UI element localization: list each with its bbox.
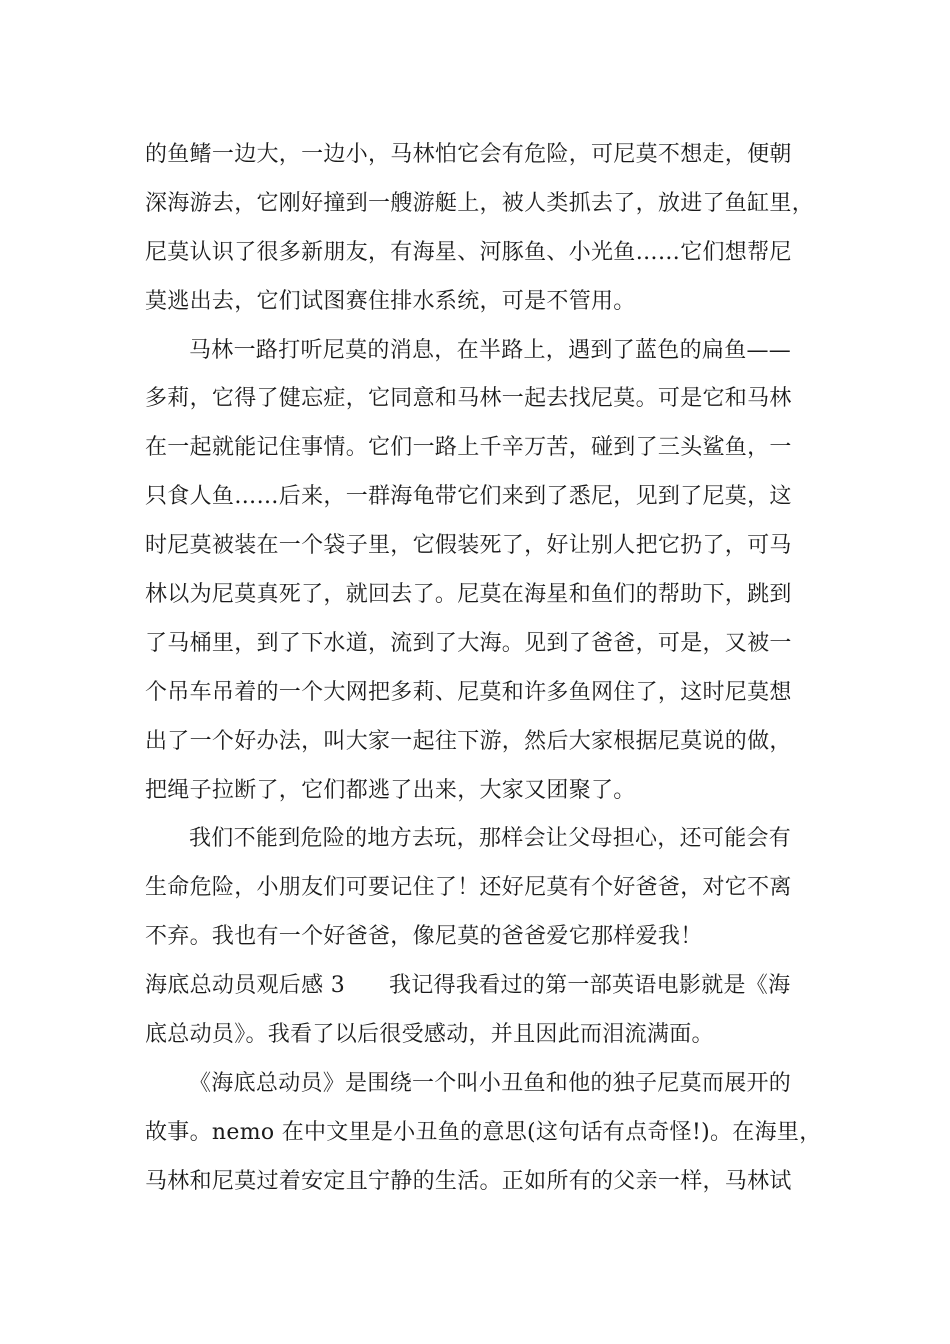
text-line: 在一起就能记住事情。它们一路上千辛万苦，碰到了三头鲨鱼，一 <box>145 435 792 461</box>
text-line: 底总动员》。我看了以后很受感动，并且因此而泪流满面。 <box>145 1022 714 1048</box>
section-title: 海底总动员观后感 3 <box>145 973 345 999</box>
text-line: 把绳子拉断了，它们都逃了出来，大家又团聚了。 <box>145 777 636 803</box>
text-line: 出了一个好办法，叫大家一起往下游，然后大家根据尼莫说的做， <box>145 728 792 754</box>
text-line: 生命危险，小朋友们可要记住了！还好尼莫有个好爸爸，对它不离 <box>145 875 792 901</box>
paragraph-4 <box>145 1060 825 1207</box>
text-line: 马林和尼莫过着安定且宁静的生活。正如所有的父亲一样，马林试 <box>145 1168 792 1194</box>
text-line: 我们不能到危险的地方去玩，那样会让父母担心，还可能会有 <box>189 826 792 852</box>
text-line: 故事。nemo 在中文里是小丑鱼的意思(这句话有点奇怪!)。在海里， <box>145 1119 822 1145</box>
section-3 <box>145 962 825 1060</box>
text-line: 莫逃出去，它们试图赛住排水系统，可是不管用。 <box>145 288 636 314</box>
paragraph-1 <box>145 131 825 327</box>
text-line: 不弃。我也有一个好爸爸，像尼莫的爸爸爱它那样爱我！ <box>145 924 703 950</box>
document-body <box>145 131 825 1207</box>
section-heading-line <box>145 962 825 1011</box>
text-line: 只食人鱼……后来，一群海龟带它们来到了悉尼，见到了尼莫，这 <box>145 484 792 510</box>
paragraph-3 <box>145 815 825 962</box>
text-line: 深海游去，它刚好撞到一艘游艇上，被人类抓去了，放进了鱼缸里， <box>145 190 815 216</box>
text-line: 的鱼鳍一边大，一边小，马林怕它会有危险，可尼莫不想走，便朝 <box>145 142 792 167</box>
text-line: 多莉，它得了健忘症，它同意和马林一起去找尼莫。可是它和马林 <box>145 386 792 412</box>
paragraph-2 <box>145 327 825 816</box>
text-line: 尼莫认识了很多新朋友，有海星、河豚鱼、小光鱼……它们想帮尼 <box>145 239 792 265</box>
text-line: 林以为尼莫真死了，就回去了。尼莫在海星和鱼们的帮助下，跳到 <box>145 582 792 608</box>
text-line: 了马桶里，到了下水道，流到了大海。见到了爸爸，可是，又被一 <box>145 630 792 656</box>
text-line: 《海底总动员》是围绕一个叫小丑鱼和他的独子尼莫而展开的 <box>189 1070 792 1096</box>
text-line: 时尼莫被装在一个袋子里，它假装死了，好让别人把它扔了，可马 <box>145 533 792 559</box>
text-line: 马林一路打听尼莫的消息，在半路上，遇到了蓝色的扁鱼—— <box>189 337 792 363</box>
text-line: 我记得我看过的第一部英语电影就是《海 <box>389 973 791 999</box>
text-line: 个吊车吊着的一个大网把多莉、尼莫和许多鱼网住了，这时尼莫想 <box>145 679 792 705</box>
